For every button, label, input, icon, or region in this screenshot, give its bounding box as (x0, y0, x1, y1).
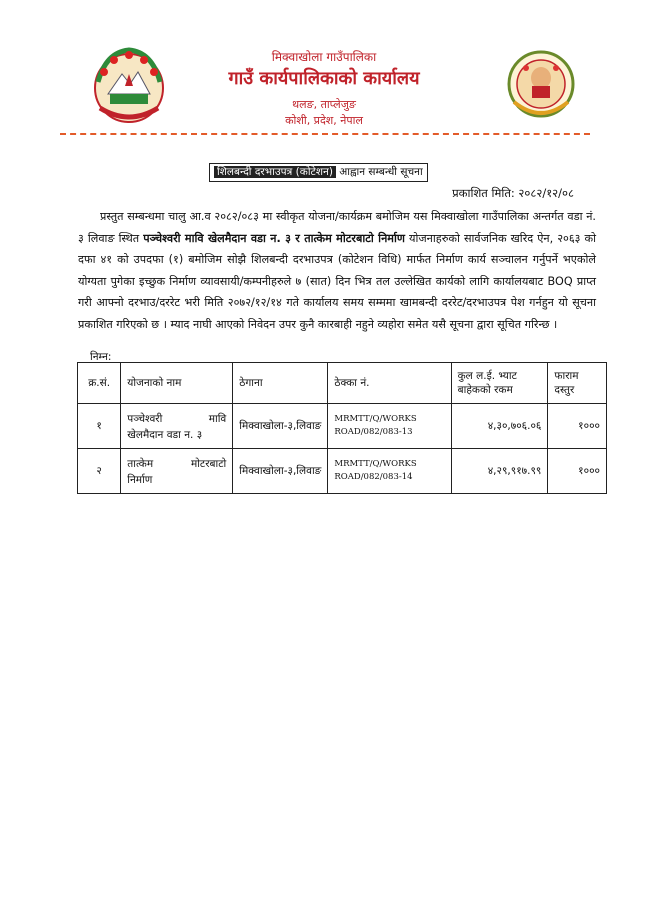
cell-sn: १ (78, 404, 121, 449)
cell-contract (328, 404, 451, 449)
cell-contract-line2: ROAD/082/083-13 (334, 427, 413, 437)
cell-contract-line2: ROAD/082/083-14 (334, 472, 413, 482)
cell-contract (328, 449, 451, 494)
office-location: थलङ, ताप्लेजुङ (292, 98, 356, 111)
cell-fee: १००० (548, 449, 607, 494)
notice-body (78, 206, 596, 335)
province-line: कोशी, प्रदेश, नेपाल (285, 114, 363, 127)
notice-title-highlight: शिलबन्दी दरभाउपत्र (कोटेशन) (214, 166, 336, 178)
col-header-amount: कुल ल.ई. भ्याट बाहेकको रकम (451, 363, 548, 404)
header-divider (60, 133, 590, 135)
cell-name (121, 449, 233, 494)
body-bold-projects: पञ्चेश्वरी मावि खेलमैदान वडा न. ३ र तात्केम मोटरबाटो निर्माण (143, 231, 405, 245)
cell-amount: ४,३०,७०६.०६ (451, 404, 548, 449)
col-header-contract: ठेक्का नं. (328, 363, 451, 404)
body-text-1: प्रस्तुत सम्बन्धमा चालु आ.व २०८२/०८३ मा स्वीकृत योजना/कार्यक्रम बमोजिम यस मिक्वाखोला गाउँपालिका अन्तर्गत वडा नं. ३ लिवाङ स्थित (78, 210, 596, 245)
municipality-name: मिक्वाखोला गाउँपालिका (271, 50, 377, 64)
cell-contract-line1: MRMTT/Q/WORKS (334, 414, 417, 424)
col-header-fee: फाराम दस्तुर (548, 363, 607, 404)
body-text-2: योजनाहरुको सार्वजनिक खरिद ऐन, २०६३ को दफा ४१ को उपदफा (१) बमोजिम सोझै शिलबन्दी दरभाउपत्र (कोटेशन विधि) मार्फत निर्माण कार्य सञ्चालन गर्नुपर्ने भएकोले योग्यता पुगेका इच्छुक निर्माण व्यावसायी/कम्पनीहरुले ७ (सात) दिन भित्र तल उल्लेखित कार्यको लागि कार्यालयबाट BOQ प्राप्त गरी आफ्नो दरभाउ/दररेट भरी मिति २०७२/१२/१४ गते कार्यालय समय सम्ममा खामबन्दी दररेट/दरभाउपत्र पेश गर्नहुन यो सूचना प्रकाशित गरिएको छ । म्याद नाघी आएको निवेदन उपर कुनै कारबाही नहुने व्यहोरा समेत यसै सूचना द्वारा सूचित गरिन्छ । (78, 231, 597, 331)
col-header-name: योजनाको नाम (121, 363, 233, 404)
cell-name-line1: पञ्चेश्वरी मावि (127, 412, 227, 425)
cell-fee: १००० (548, 404, 607, 449)
cell-amount: ४,२९,९१७.९९ (451, 449, 548, 494)
office-name: गाउँ कार्यपालिकाको कार्यालय (228, 68, 420, 89)
table-row (78, 404, 607, 449)
notice-title-rest: आह्वान सम्बन्धी सूचना (339, 166, 423, 178)
table-row (78, 449, 607, 494)
cell-sn: २ (78, 449, 121, 494)
cell-address: मिक्वाखोला-३,लिवाङ (233, 404, 328, 449)
table-header-row (78, 363, 607, 404)
cell-contract-line1: MRMTT/Q/WORKS (334, 459, 417, 469)
projects-table (77, 362, 607, 494)
published-date: प्रकाशित मिति: २०८२/१२/०८ (452, 186, 574, 200)
cell-address: मिक्वाखोला-३,लिवाङ (233, 449, 328, 494)
cell-name-line2: निर्माण (127, 473, 153, 486)
cell-name-line2: खेलमैदान वडा न. ३ (127, 428, 203, 441)
col-header-address: ठेगाना (233, 363, 328, 404)
cell-name (121, 404, 233, 449)
col-header-sn: क्र.सं. (78, 363, 121, 404)
notice-title (209, 163, 428, 182)
below-label: निम्न: (90, 351, 112, 363)
cell-name-line1: तात्केम मोटरबाटो (127, 457, 227, 470)
